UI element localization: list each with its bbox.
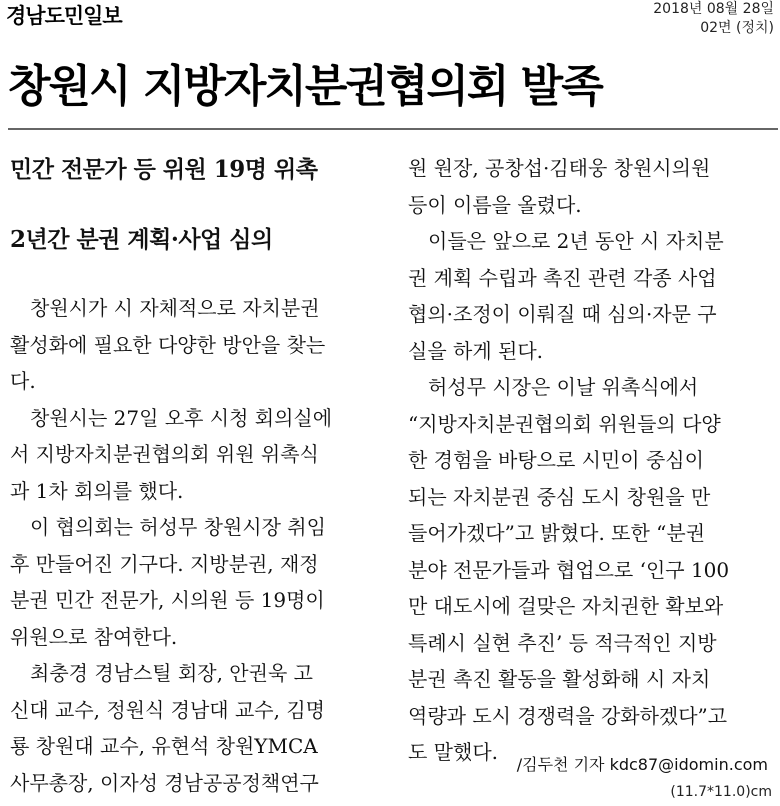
body-line: 창원시는 27일 오후 시청 회의실에 [10,405,333,430]
body-line: 다. [10,369,36,393]
body-line: 활성화에 필요한 다양한 방안을 찾는 [10,332,326,357]
page-section: 02면 (정치) [700,20,774,36]
body-line: 이 협의회는 허성무 창원시장 취임 [10,515,326,539]
body-line: 허성무 시장은 이날 위촉식에서 [408,375,699,399]
body-line: 만 대도시에 걸맞은 자치권한 확보와 [408,594,724,618]
body-line: 권 계획 수립과 촉진 관련 각종 사업 [408,265,717,290]
body-line: 한 경험을 바탕으로 시민이 중심이 [408,448,704,472]
body-line: 분권 촉진 활동을 활성화해 시 자치 [408,667,711,691]
subheadline-1: 민간 전문가 등 위원 19명 위촉 [10,156,318,183]
body-line: 최충경 경남스틸 회장, 안권욱 고 [10,661,313,685]
body-line: 역량과 도시 경쟁력을 강화하겠다”고 [408,703,728,728]
reporter-byline: /김두천 기자 kdc87@idomin.com [516,755,768,774]
body-line: 등이 이름을 올렸다. [408,192,582,217]
body-line: 사무총장, 이자성 경남공공정책연구 [10,770,319,795]
body-line: 협의·조정이 이뤄질 때 심의·자문 구 [408,302,717,326]
body-line: 도 말했다. [408,740,498,764]
subheadline-2: 2년간 분권 계획·사업 심의 [10,226,273,253]
body-line: 들어가겠다”고 밝혔다. 또한 “분권 [408,521,706,545]
article-meta [653,0,774,38]
clipping-size-note: (11.7*11.0)cm [670,784,772,800]
body-line: 특례시 실현 추진’ 등 적극적인 지방 [408,630,717,655]
body-line: 룡 창원대 교수, 유현석 창원YMCA [10,734,318,758]
body-line: 원 원장, 공창섭·김태웅 창원시의원 [408,156,711,180]
body-line: 위원으로 참여한다. [10,624,178,649]
body-line: 후 만들어진 기구다. 지방분권, 재정 [10,551,319,576]
body-line: 분야 전문가들과 협업으로 ‘인구 100 [408,557,730,582]
body-line: 이들은 앞으로 2년 동안 시 자치분 [408,229,724,253]
publication-date: 2018년 08월 28일 [653,1,774,17]
article-headline: 창원시 지방자치분권협의회 발족 [8,61,602,112]
body-line: 분권 민간 전문가, 시의원 등 19명이 [10,588,325,612]
body-line: 실을 하게 된다. [408,338,543,363]
body-line: 신대 교수, 정원식 경남대 교수, 김명 [10,697,325,722]
body-line: “지방자치분권협의회 위원들의 다양 [408,411,721,436]
headline-divider [8,128,778,130]
right-column [408,150,773,771]
body-line: 창원시가 시 자체적으로 자치분권 [10,296,320,320]
body-line: 서 지방자치분권협의회 위원 위촉식 [10,442,319,466]
left-body-text [10,290,378,801]
body-line: 되는 자치분권 중심 도시 창원을 만 [408,484,711,509]
body-line: 과 1차 회의를 했다. [10,478,184,503]
newspaper-masthead: 경남도민일보 [6,3,122,28]
left-column [10,150,378,801]
